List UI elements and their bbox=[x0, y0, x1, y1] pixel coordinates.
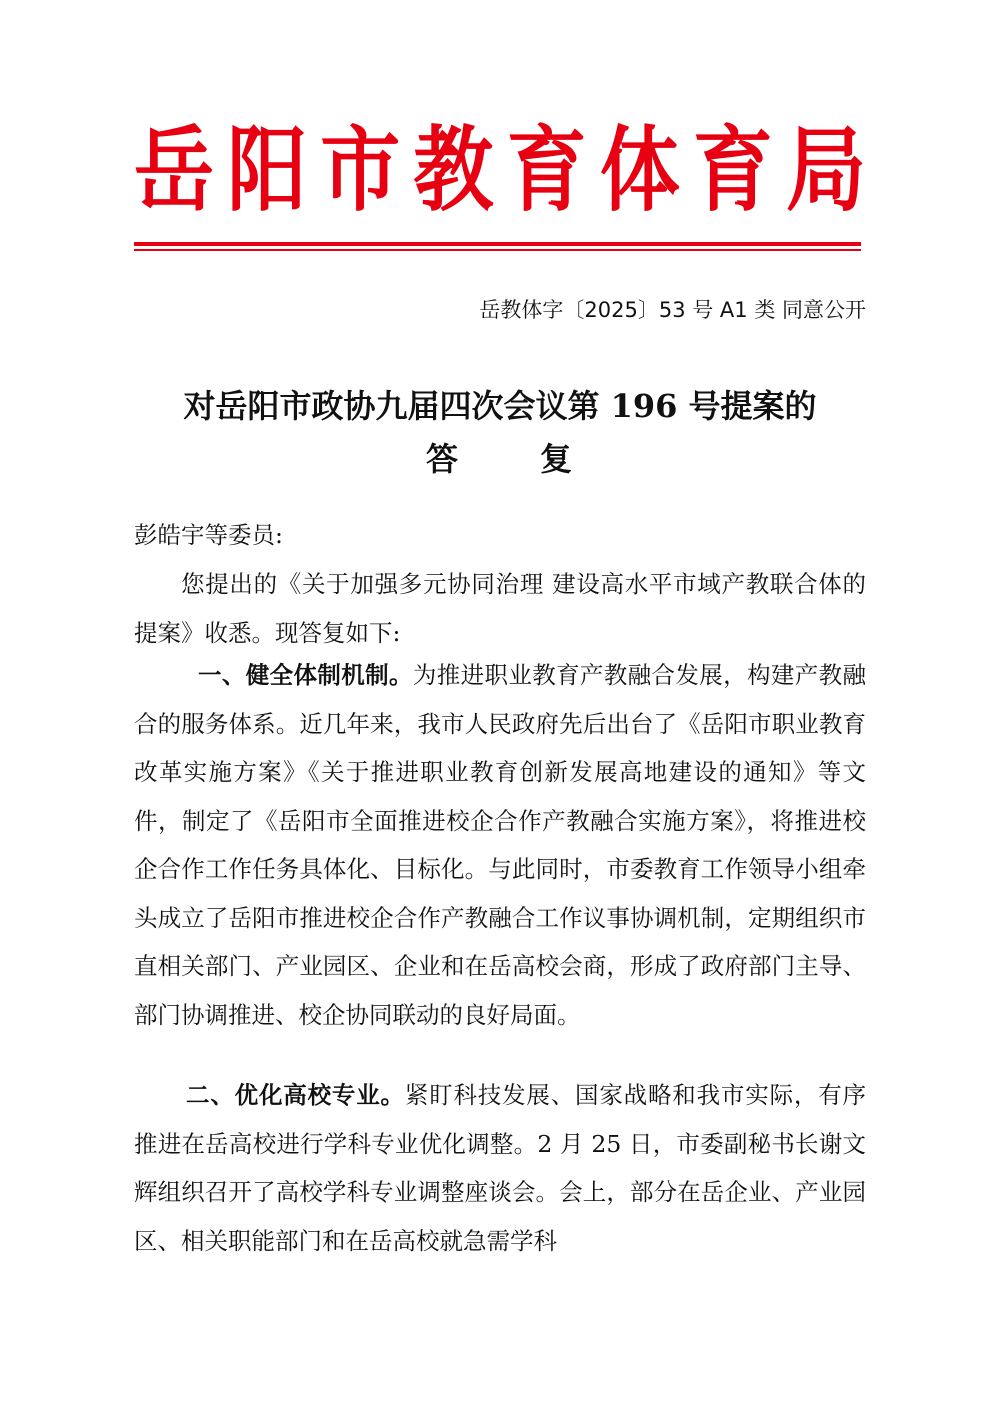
salutation: 彭皓宇等委员: bbox=[134, 521, 283, 549]
masthead-char: 市 bbox=[320, 115, 401, 224]
section-body-2: 紧盯科技发展、国家战略和我市实际，有序推进在岳高校进行学科专业优化调整。2 月 25 日，市委副秘书长谢文辉组织召开了高校学科专业调整座谈会。会上，部分在岳企业、产业园区、相关职能部门和在岳高校就急需学科 bbox=[134, 1081, 867, 1255]
masthead-char: 体 bbox=[599, 115, 680, 224]
masthead-char: 阳 bbox=[227, 115, 308, 224]
red-divider-thick bbox=[134, 242, 861, 246]
masthead-char: 局 bbox=[785, 115, 866, 224]
document-title-line-2 bbox=[100, 431, 900, 487]
document-title-line-1: 对岳阳市政协九届四次会议第 196 号提案的 bbox=[183, 387, 817, 425]
section-paragraph-1 bbox=[134, 651, 866, 1039]
section-heading-2: 二、优化高校专业。 bbox=[186, 1081, 405, 1109]
document-number: 岳教体字〔2025〕53 号 A1 类 同意公开 bbox=[479, 298, 866, 322]
section-heading-1: 一、健全体制机制。 bbox=[198, 661, 413, 689]
masthead-char: 育 bbox=[692, 115, 773, 224]
masthead-char: 教 bbox=[413, 115, 494, 224]
masthead-char: 育 bbox=[506, 115, 587, 224]
agency-masthead bbox=[134, 115, 866, 224]
red-divider-thin bbox=[134, 249, 861, 251]
intro-paragraph: 您提出的《关于加强多元协同治理 建设高水平市域产教联合体的提案》收悉。现答复如下: bbox=[134, 570, 866, 647]
section-paragraph-2 bbox=[134, 1071, 866, 1265]
title-char-right: 复 bbox=[540, 440, 575, 478]
section-body-1: 为推进职业教育产教融合发展，构建产教融合的服务体系。近几年来，我市人民政府先后出台了《岳阳市职业教育改革实施方案》《关于推进职业教育创新发展高地建设的通知》等文件，制定了《岳阳市全面推进校企合作产教融合实施方案》，将推进校企合作工作任务具体化、目标化。与此同时，市委教育工作领导小组牵头成立了岳阳市推进校企合作产教融合工作议事协调机制，定期组织市直相关部门、产业园区、企业和在岳高校会商，形成了政府部门主导、部门协调推进、校企协同联动的良好局面。 bbox=[134, 661, 867, 1029]
title-char-left: 答 bbox=[425, 440, 460, 478]
masthead-char: 岳 bbox=[134, 115, 214, 224]
